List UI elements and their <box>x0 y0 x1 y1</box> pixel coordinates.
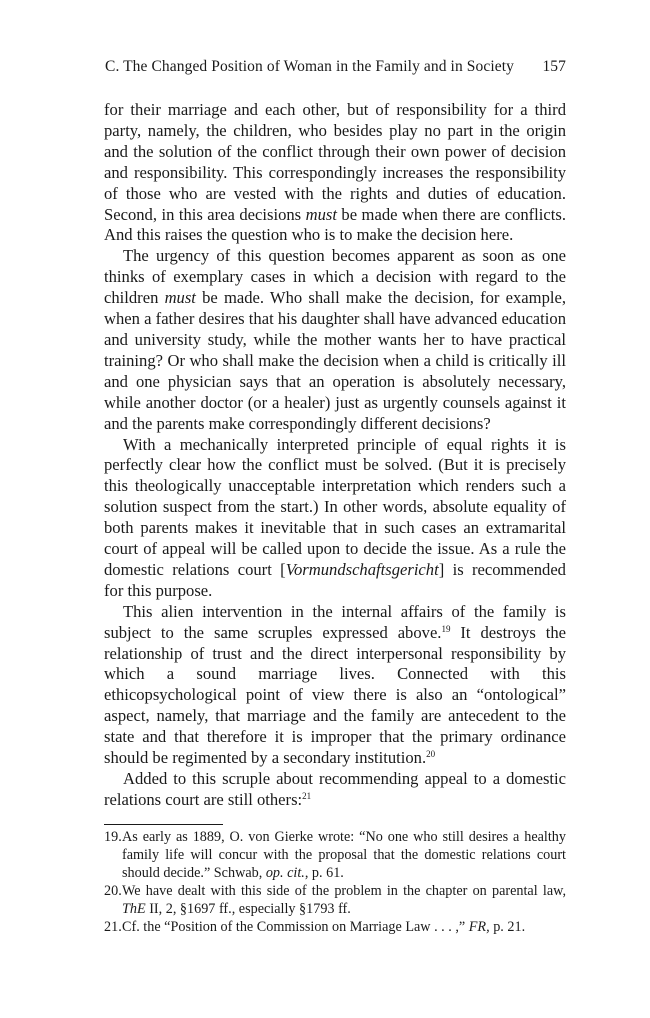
text-run: be made. Who shall make the decision, for example, when a father desires that his daughter shall have advanced education and university study, while the mother wants her to have practical training? Or who shall make the decision when a child is critically ill and one physician says that an operation is absolutely necessary, while another doctor (or a healer) just as urgently counsels against it and the parents make correspondingly different decisions? <box>104 288 566 433</box>
footnote <box>104 828 566 882</box>
emphasis: Vormundschaftsgericht <box>285 559 439 579</box>
body-text <box>104 100 566 811</box>
footnote-text <box>122 918 566 936</box>
emphasis: FR, <box>468 919 490 935</box>
footnotes <box>104 828 566 936</box>
paragraph <box>104 769 566 811</box>
text-run: As early as 1889, O. von Gierke wrote: “No one who still desires a healthy family life will concur with the proposal that the domestic relations court should decide.” Schwab, <box>122 829 566 881</box>
text-run: ] is recommended for this purpose. <box>104 559 566 600</box>
footnote-number: 21. <box>104 919 122 935</box>
running-title: C. The Changed Position of Woman in the Family and in Society <box>105 58 514 75</box>
emphasis: must <box>164 288 196 308</box>
text-run: This alien intervention in the internal affairs of the family is subject to the same scruples expressed above. <box>104 601 566 642</box>
emphasis: ThE <box>122 901 146 917</box>
paragraph <box>104 246 566 434</box>
text-run: The urgency of this question becomes apparent as soon as one thinks of exemplary cases in which a decision with regard to the children <box>104 246 566 308</box>
running-header <box>105 57 566 77</box>
page-number: 157 <box>542 58 566 75</box>
paragraph <box>104 602 566 769</box>
footnote-text <box>122 882 566 918</box>
text-run: , p. 61. <box>304 865 344 881</box>
emphasis: must <box>305 204 337 224</box>
text-run: With a mechanically interpreted principle of equal rights it is perfectly clear how the conflict must be solved. (But it is precisely this theologically unacceptable interpretation which renders such a solution suspect from the start.) In other words, absolute equality of both parents makes it inevitable that in such cases an extramarital court of appeal will be called upon to decide the issue. As a rule the domestic relations court [ <box>104 434 566 579</box>
paragraph <box>104 435 566 602</box>
text-run: It destroys the relationship of trust and the direct interpersonal responsibility by which a sound marriage lives. Connected with this ethicopsychological point of view there is also an “ontological” aspect, namely, that marriage and the family are antecedent to the state and that therefore it is improper that the primary ordinance should be regimented by a secondary institution. <box>104 622 566 768</box>
footnote-ref: 21 <box>302 790 312 801</box>
footnote <box>104 882 566 918</box>
text-run: II, 2, §1697 ff., especially §1793 ff. <box>145 901 351 917</box>
text-run: p. 21. <box>489 919 526 935</box>
text-run: be made when there are conflicts. And this raises the question who is to make the decision here. <box>104 204 566 245</box>
footnote-text <box>122 828 566 882</box>
text-run: We have dealt with this side of the problem in the chapter on parental law, <box>122 883 566 899</box>
footnote <box>104 918 566 936</box>
text-run: for their marriage and each other, but of responsibility for a third party, namely, the children, who besides play no part in the origin and the solution of the conflict through their own power of decision and responsibility. This correspondingly increases the responsibility of those who are vested with the rights and duties of education. Second, in this area decisions <box>104 100 566 224</box>
text-run: Added to this scruple about recommending appeal to a domestic relations court are still others: <box>104 769 566 809</box>
emphasis: op. cit. <box>265 865 305 881</box>
footnote-ref: 19 <box>441 623 451 634</box>
text-run: Cf. the “Position of the Commission on Marriage Law . . . ,” <box>122 919 469 935</box>
paragraph <box>104 100 566 246</box>
footnote-ref: 20 <box>426 749 436 760</box>
footnote-divider <box>104 824 223 825</box>
footnote-number: 19. <box>104 829 122 845</box>
footnote-number: 20. <box>104 883 122 899</box>
